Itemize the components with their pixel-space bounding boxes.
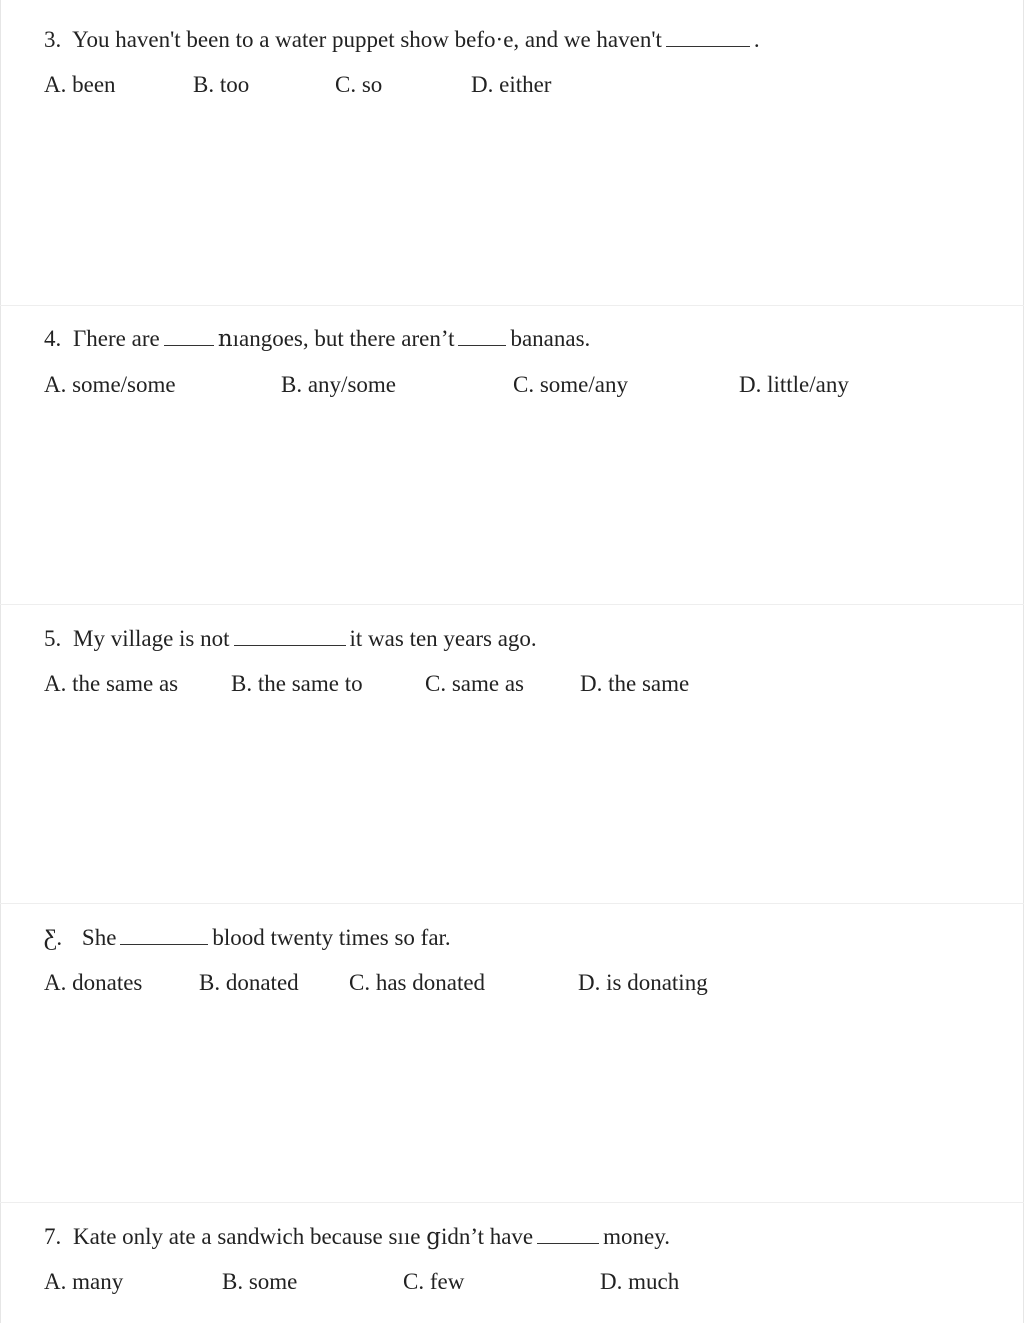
question-text: She [81,925,117,950]
question-text: Гhere are [73,326,160,351]
question-text: . [753,27,760,52]
question-3-stem [44,26,760,54]
question-7-stem [44,1223,670,1251]
question-text: My village is not [73,626,230,651]
question-4-options [44,371,944,399]
answer-blank [666,28,750,47]
question-5-stem [44,625,537,653]
question-6-options [44,969,784,997]
question-number: 7. [44,1224,62,1249]
option-d: D. the same [580,671,690,696]
option-a: A. been [44,72,116,97]
option-c: C. some/any [513,372,628,397]
option-b: B. donated [199,970,299,995]
question-4-stem [44,325,590,353]
option-c: C. has donated [349,970,486,995]
question-text: You haven't been to a water puppet show befo·e, and we haven't [72,27,662,52]
option-d: D. is donating [578,970,708,995]
question-number: 5. [44,626,62,651]
option-d: D. much [600,1269,680,1294]
option-a: A. donates [44,970,143,995]
question-text: it was ten years ago. [349,626,537,651]
question-3-options [44,71,744,99]
question-7-options [44,1268,744,1296]
option-b: B. the same to [231,671,363,696]
option-a: A. some/some [44,372,176,397]
divider [0,1202,1024,1203]
question-text: bananas. [510,326,591,351]
option-c: C. few [403,1269,465,1294]
question-text: blood twenty times so far. [212,925,451,950]
option-d: D. little/any [739,372,849,397]
divider [0,305,1024,306]
answer-blank [120,926,208,945]
divider [0,903,1024,904]
question-6-stem [44,924,451,952]
option-b: B. too [193,72,250,97]
answer-blank [537,1225,599,1244]
option-d: D. either [471,72,552,97]
question-text: money. [603,1224,670,1249]
option-a: A. many [44,1269,124,1294]
option-c: C. so [335,72,383,97]
question-number: 4. [44,326,62,351]
question-5-options [44,670,764,698]
question-number: Ƹ. [44,925,63,950]
answer-blank [234,627,346,646]
answer-blank [164,327,214,346]
question-text: ոıangoes, but there aren’t [217,326,455,351]
answer-blank [458,327,506,346]
divider [0,604,1024,605]
question-text: Kate only ate a sandwich because sııe ցidn’t have [73,1224,534,1249]
option-c: C. same as [425,671,525,696]
option-a: A. the same as [44,671,179,696]
option-b: B. some [222,1269,298,1294]
option-b: B. any/some [281,372,396,397]
question-number: 3. [44,27,62,52]
